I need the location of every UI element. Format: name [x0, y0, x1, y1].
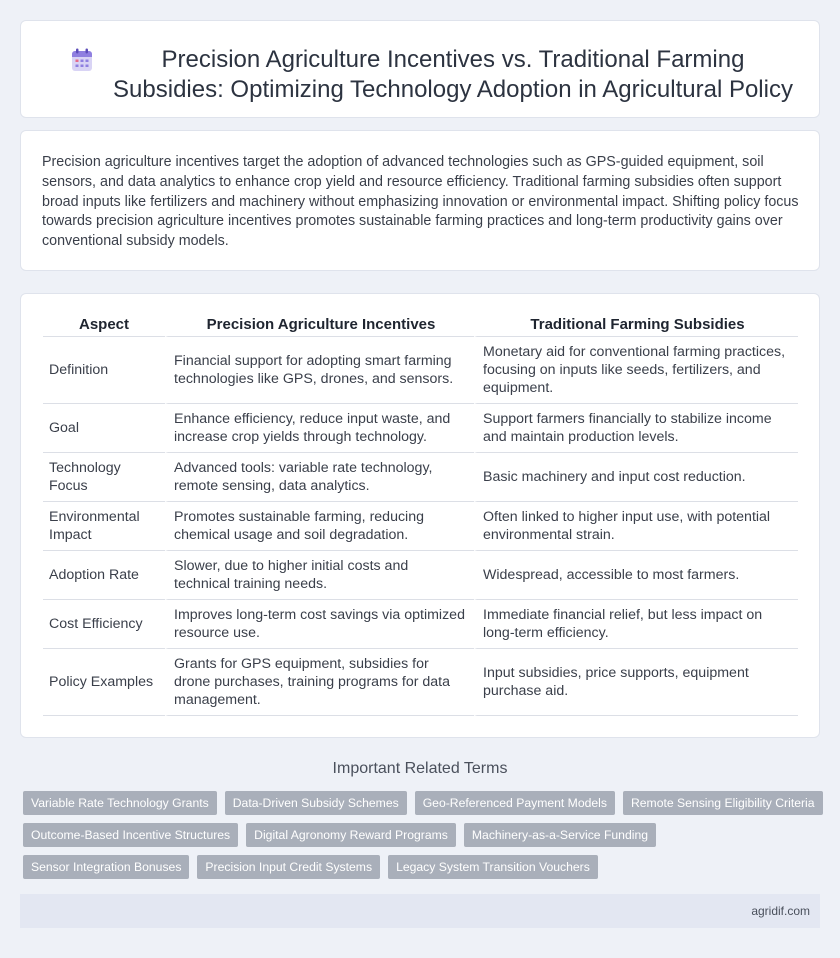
header-precision: Precision Agriculture Incentives [165, 310, 474, 337]
related-terms-title: Important Related Terms [332, 760, 508, 777]
related-term-tag[interactable]: Remote Sensing Eligibility Criteria [623, 791, 823, 815]
row-traditional: Input subsidies, price supports, equipment purchase aid. [474, 649, 798, 716]
footer-site-link[interactable]: agridif.com [751, 904, 810, 918]
related-term-tag[interactable]: Variable Rate Technology Grants [23, 791, 217, 815]
table-row [43, 337, 798, 404]
row-precision: Advanced tools: variable rate technology, remote sensing, data analytics. [165, 453, 474, 502]
related-term-tag[interactable]: Sensor Integration Bonuses [23, 855, 189, 879]
row-precision: Financial support for adopting smart farming technologies like GPS, drones, and sensors. [165, 337, 474, 404]
calendar-icon [71, 48, 93, 72]
related-terms-list [23, 791, 823, 879]
related-term-tag[interactable]: Machinery-as-a-Service Funding [464, 823, 656, 847]
row-aspect: Goal [43, 404, 165, 453]
related-term-tag[interactable]: Data-Driven Subsidy Schemes [225, 791, 407, 815]
row-aspect: Cost Efficiency [43, 600, 165, 649]
row-traditional: Monetary aid for conventional farming practices, focusing on inputs like seeds, fertilizers, and equipment. [474, 337, 798, 404]
table-row [43, 551, 798, 600]
row-traditional: Immediate financial relief, but less impact on long-term efficiency. [474, 600, 798, 649]
row-aspect: Policy Examples [43, 649, 165, 716]
row-precision: Enhance efficiency, reduce input waste, and increase crop yields through technology. [165, 404, 474, 453]
title-card [20, 20, 820, 118]
row-aspect: Technology Focus [43, 453, 165, 502]
row-traditional: Support farmers financially to stabilize income and maintain production levels. [474, 404, 798, 453]
related-term-tag[interactable]: Precision Input Credit Systems [197, 855, 380, 879]
related-term-tag[interactable]: Outcome-Based Incentive Structures [23, 823, 238, 847]
summary-card [20, 130, 820, 271]
row-precision: Grants for GPS equipment, subsidies for drone purchases, training programs for data management. [165, 649, 474, 716]
table-row [43, 649, 798, 716]
comparison-table-card [20, 293, 820, 738]
table-row [43, 404, 798, 453]
row-precision: Slower, due to higher initial costs and technical training needs. [165, 551, 474, 600]
row-aspect: Definition [43, 337, 165, 404]
row-traditional: Widespread, accessible to most farmers. [474, 551, 798, 600]
row-precision: Improves long-term cost savings via optimized resource use. [165, 600, 474, 649]
related-term-tag[interactable]: Legacy System Transition Vouchers [388, 855, 598, 879]
table-row [43, 502, 798, 551]
row-aspect: Environmental Impact [43, 502, 165, 551]
header-aspect: Aspect [43, 310, 165, 337]
related-term-tag[interactable]: Digital Agronomy Reward Programs [246, 823, 456, 847]
summary-text: Precision agriculture incentives target the adoption of advanced technologies such as GPS-guided equipment, soil sensors, and data analytics to enhance crop yield and resource efficiency. Traditional farming subsidies often support broad inputs like fertilizers and machinery without emphasizing innovation or environmental impact. Shifting policy focus towards precision agriculture incentives promotes sustainable farming practices and long-term productivity gains over conventional subsidy models. [42, 154, 799, 250]
header-traditional: Traditional Farming Subsidies [474, 310, 798, 337]
table-row [43, 453, 798, 502]
table-row [43, 600, 798, 649]
row-aspect: Adoption Rate [43, 551, 165, 600]
row-traditional: Often linked to higher input use, with potential environmental strain. [474, 502, 798, 551]
page-title: Precision Agriculture Incentives vs. Traditional Farming Subsidies: Optimizing Technology Adoption in Agricultural Policy [113, 46, 793, 103]
table-header-row [43, 310, 798, 337]
related-term-tag[interactable]: Geo-Referenced Payment Models [415, 791, 615, 815]
comparison-table [43, 310, 798, 716]
row-precision: Promotes sustainable farming, reducing chemical usage and soil degradation. [165, 502, 474, 551]
footer [20, 894, 820, 928]
row-traditional: Basic machinery and input cost reduction. [474, 453, 798, 502]
